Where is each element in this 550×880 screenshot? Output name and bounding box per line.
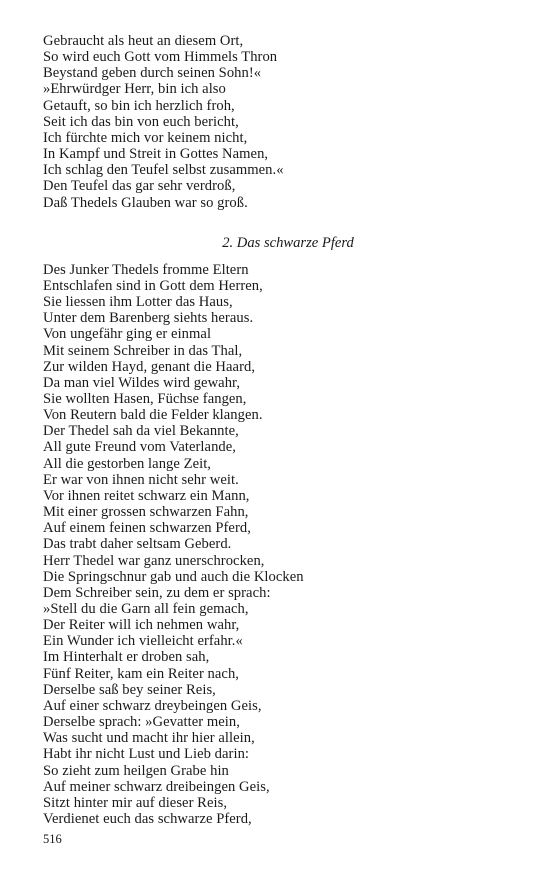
verse-line: Sie liessen ihm Lotter das Haus, <box>43 294 233 311</box>
verse-line: Den Teufel das gar sehr verdroß, <box>43 178 236 195</box>
verse-line: So zieht zum heilgen Grabe hin <box>43 762 229 779</box>
verse-line: Die Springschnur gab und auch die Klocken <box>43 568 304 585</box>
verse-line: »Stell du die Garn all fein gemach, <box>43 601 249 617</box>
verse-line: Von ungefähr ging er einmal <box>43 326 212 343</box>
verse-line: So wird euch Gott vom Himmels Thron <box>43 49 278 66</box>
verse-line: Auf einer schwarz dreybeingen Geis, <box>43 697 262 714</box>
verse-line: Im Hinterhalt er droben sah, <box>43 649 210 666</box>
verse-line: Von Reutern bald die Felder klangen. <box>43 407 263 424</box>
verse-line: Ich fürchte mich vor keinem nicht, <box>43 129 248 146</box>
verse-line: Fünf Reiter, kam ein Reiter nach, <box>43 665 239 682</box>
verse-line: Sie wollten Hasen, Füchse fangen, <box>43 390 247 407</box>
poem-section-two <box>43 262 513 827</box>
verse-line: Zur wilden Hayd, genant die Haard, <box>43 358 256 375</box>
verse-line: Unter dem Barenberg siehts heraus. <box>43 310 254 327</box>
verse-line: Habt ihr nicht Lust und Lieb darin: <box>43 746 250 763</box>
verse-line: Ein Wunder ich vielleicht erfahr.« <box>43 633 243 650</box>
verse-line: Ich schlag den Teufel selbst zusammen.« <box>43 162 284 179</box>
verse-line: All gute Freund vom Vaterlande, <box>43 439 236 456</box>
page-body <box>43 33 513 827</box>
verse-line: Sitzt hinter mir auf dieser Reis, <box>43 794 228 811</box>
verse-line: Vor ihnen reitet schwarz ein Mann, <box>43 487 250 504</box>
poem-section-one <box>43 33 513 211</box>
verse-line: Mit einer grossen schwarzen Fahn, <box>43 504 249 521</box>
verse-line: Auf meiner schwarz dreibeingen Geis, <box>43 778 270 795</box>
verse-line: Derselbe saß bey seiner Reis, <box>43 681 216 698</box>
verse-line: Auf einem feinen schwarzen Pferd, <box>43 520 251 537</box>
verse-line: Der Thedel sah da viel Bekannte, <box>43 423 239 440</box>
section-heading: 2. Das schwarze Pferd <box>222 234 354 251</box>
verse-line: Der Reiter will ich nehmen wahr, <box>43 617 240 634</box>
verse-line: Getauft, so bin ich herzlich froh, <box>43 97 235 114</box>
verse-line: Entschlafen sind in Gott dem Herren, <box>43 277 263 294</box>
verse-line: Da man viel Wildes wird gewahr, <box>43 374 241 391</box>
verse-line: Er war von ihnen nicht sehr weit. <box>43 471 239 488</box>
verse-line: In Kampf und Streit in Gottes Namen, <box>43 146 269 163</box>
verse-line: Mit seinem Schreiber in das Thal, <box>43 342 243 359</box>
verse-line: Herr Thedel war ganz unerschrocken, <box>43 552 265 569</box>
verse-line: Was sucht und macht ihr hier allein, <box>43 730 255 747</box>
verse-line: Verdienet euch das schwarze Pferd, <box>43 811 252 828</box>
verse-line: All die gestorben lange Zeit, <box>43 455 212 472</box>
verse-line: Dem Schreiber sein, zu dem er sprach: <box>43 584 271 601</box>
verse-line: Seit ich das bin von euch bericht, <box>43 113 239 130</box>
verse-line: Beystand geben durch seinen Sohn!« <box>43 65 262 82</box>
verse-line: »Ehrwürdger Herr, bin ich also <box>43 81 226 98</box>
verse-line: Gebraucht als heut an diesem Ort, <box>43 33 244 49</box>
verse-line: Daß Thedels Glauben war so groß. <box>43 194 248 211</box>
page-number: 516 <box>43 832 62 846</box>
verse-line: Des Junker Thedels fromme Eltern <box>43 261 249 278</box>
verse-line: Das trabt daher seltsam Geberd. <box>43 536 232 553</box>
verse-line: Derselbe sprach: »Gevatter mein, <box>43 714 240 731</box>
